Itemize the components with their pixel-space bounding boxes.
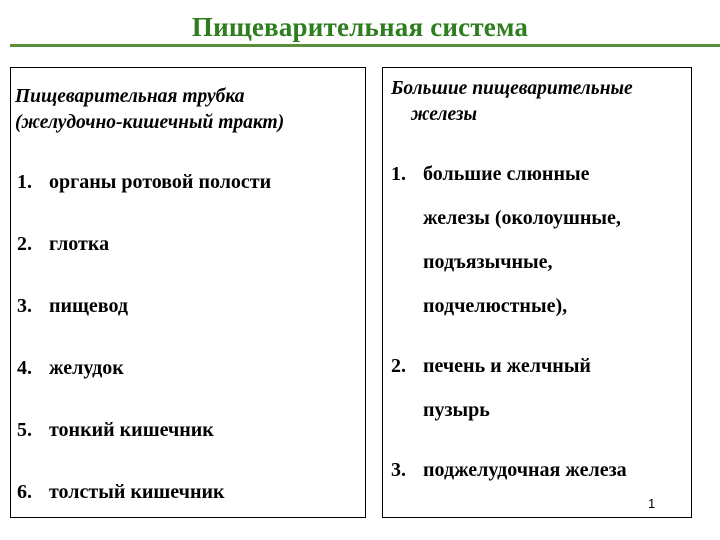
- list-text: большие слюнные: [423, 163, 590, 185]
- list-text: пищевод: [49, 295, 129, 317]
- list-item: [17, 170, 271, 194]
- list-text: толстый кишечник: [49, 481, 225, 503]
- list-text-continued: подчелюстные),: [423, 295, 568, 317]
- list-number: 6.: [17, 481, 32, 503]
- list-number: 2.: [391, 355, 406, 377]
- list-item: [17, 294, 128, 318]
- list-item: [17, 418, 214, 442]
- list-number: 5.: [17, 419, 32, 441]
- list-number: 3.: [391, 459, 406, 481]
- list-text: желудок: [49, 357, 124, 379]
- heading-line-2: железы: [411, 104, 478, 125]
- list-text-continued: железы (околоушные,: [423, 207, 621, 229]
- list-number: 4.: [17, 357, 32, 379]
- list-number: 3.: [17, 295, 32, 317]
- list-item: [391, 162, 589, 186]
- heading-line-2: (желудочно-кишечный тракт): [15, 112, 285, 133]
- list-text-continued: пузырь: [423, 399, 490, 421]
- list-item: [17, 232, 109, 256]
- digestive-tube-panel: [10, 67, 366, 518]
- list-number: 1.: [17, 171, 32, 193]
- list-item: [17, 356, 124, 380]
- digestive-glands-heading: [391, 76, 633, 128]
- list-text: тонкий кишечник: [49, 419, 214, 441]
- list-number: 2.: [17, 233, 32, 255]
- list-item: [17, 480, 225, 504]
- list-text: органы ротовой полости: [49, 171, 272, 193]
- list-text-continued: подъязычные,: [423, 251, 553, 273]
- digestive-tube-heading: [15, 84, 284, 136]
- list-text: поджелудочная железа: [423, 459, 627, 481]
- list-number: 1.: [391, 163, 406, 185]
- title-underline: [10, 44, 720, 47]
- page-number: 1: [648, 496, 656, 511]
- slide-title: Пищеварительная система: [191, 12, 529, 42]
- heading-line-1: Большие пищеварительные: [391, 78, 633, 99]
- heading-line-1: Пищеварительная трубка: [15, 86, 245, 107]
- list-item: [391, 458, 627, 482]
- list-item: [391, 354, 591, 378]
- list-text: глотка: [49, 233, 110, 255]
- list-text: печень и желчный: [423, 355, 591, 377]
- digestive-glands-panel: [382, 67, 692, 518]
